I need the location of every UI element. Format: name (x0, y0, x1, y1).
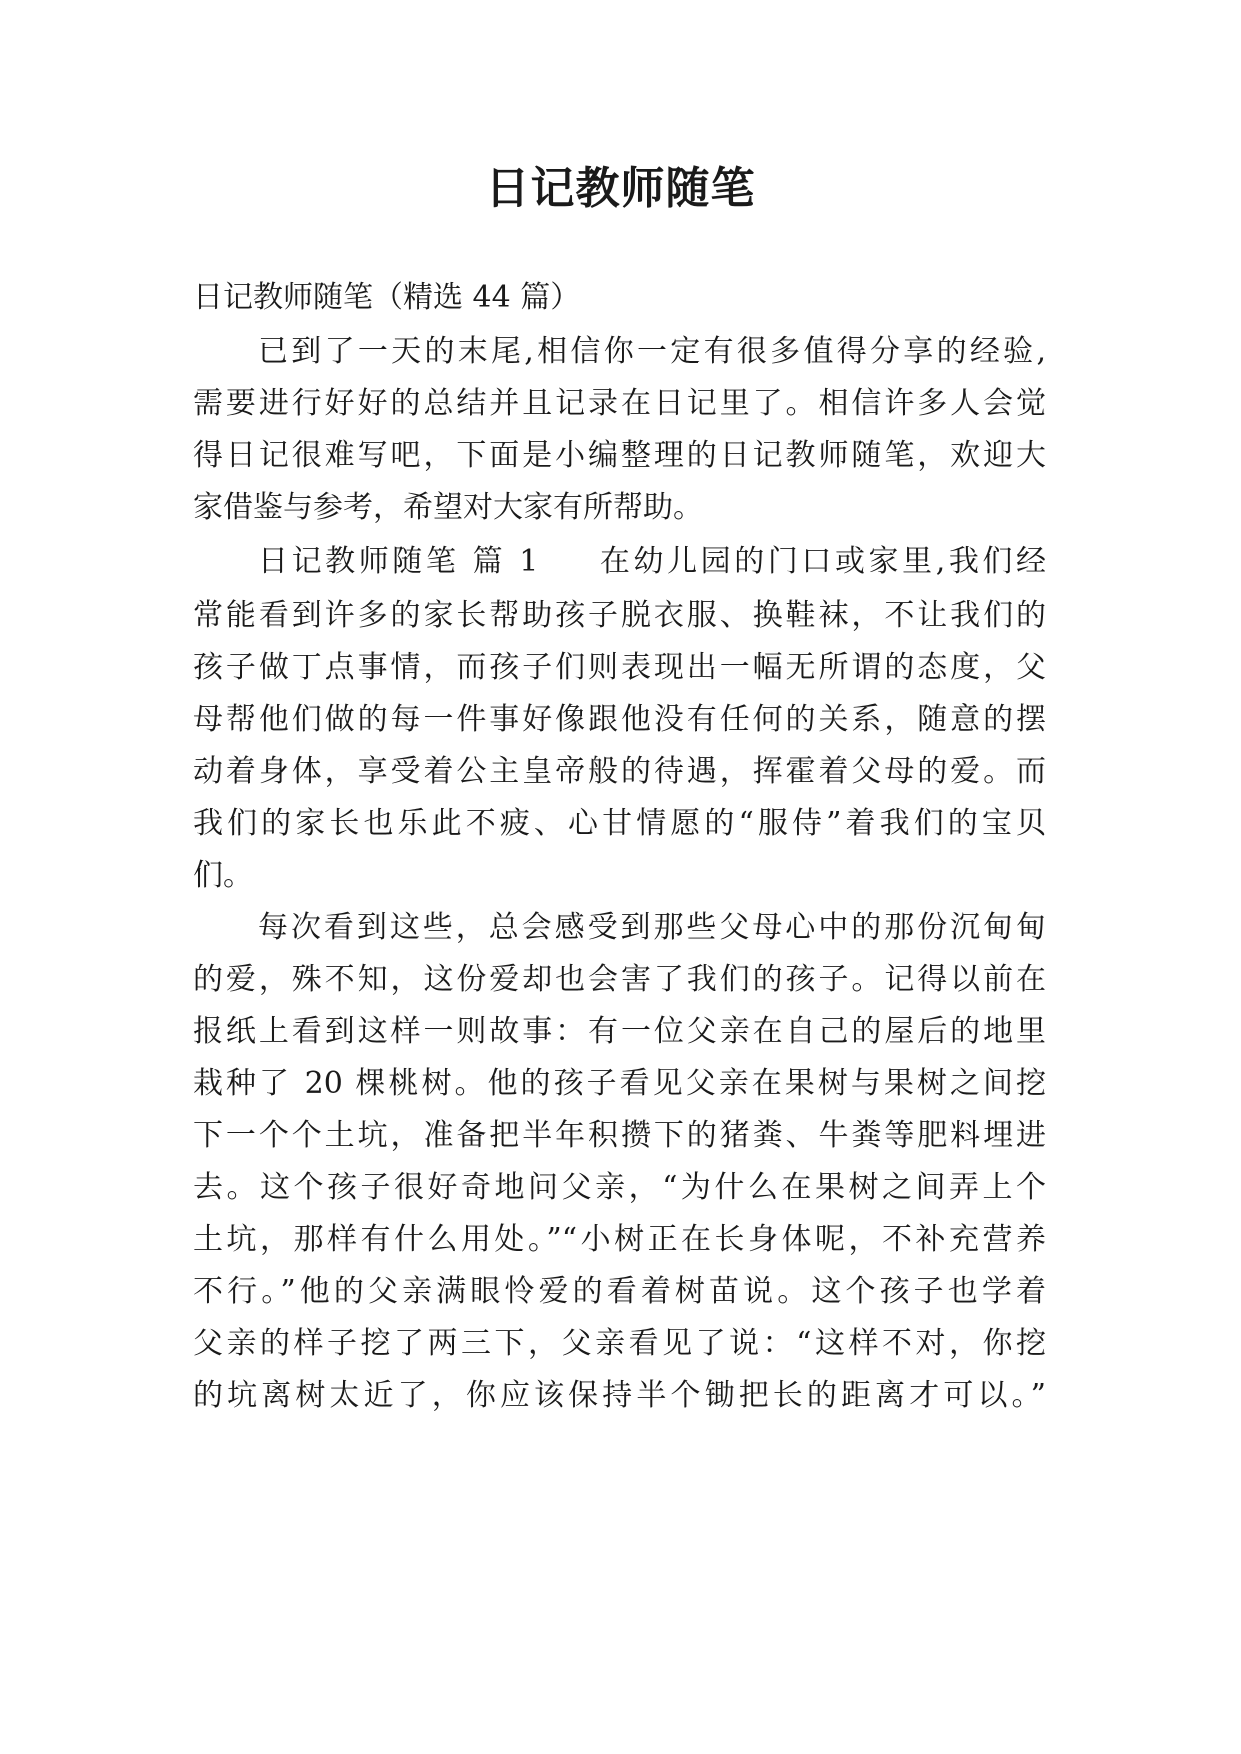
paragraph-line: 每次看到这些，总会感受到那些父母心中的那份沉甸甸 (258, 910, 1046, 945)
section-heading-line (258, 542, 1046, 582)
paragraph-line: 动着身体，享受着公主皇帝般的待遇，挥霍着父母的爱。而 (193, 754, 1046, 789)
paragraph-line: 下一个个土坑，准备把半年积攒下的猪粪、牛粪等肥料埋进 (193, 1118, 1046, 1153)
section-heading: 日记教师随笔 篇 1 (258, 544, 539, 579)
paragraph-line: 常能看到许多的家长帮助孩子脱衣服、换鞋袜，不让我们的 (193, 598, 1046, 633)
intro-line: 得日记很难写吧，下面是小编整理的日记教师随笔，欢迎大 (193, 438, 1046, 473)
section-first-text: 在幼儿园的门口或家里,我们经 (596, 544, 1046, 579)
document-subtitle: 日记教师随笔（精选 44 篇） (193, 280, 581, 315)
paragraph-line: 报纸上看到这样一则故事：有一位父亲在自己的屋后的地里 (193, 1014, 1046, 1049)
document-title: 日记教师随笔 (485, 163, 756, 214)
intro-line: 已到了一天的末尾,相信你一定有很多值得分享的经验, (258, 334, 1046, 369)
paragraph-line: 父亲的样子挖了两三下，父亲看见了说：“这样不对，你挖 (193, 1326, 1046, 1361)
paragraph-line: 们。 (193, 858, 253, 893)
paragraph-line: 我们的家长也乐此不疲、心甘情愿的“服侍”着我们的宝贝 (193, 806, 1046, 841)
paragraph-line: 去。这个孩子很好奇地问父亲，“为什么在果树之间弄上个 (193, 1170, 1046, 1205)
intro-line: 家借鉴与参考，希望对大家有所帮助。 (193, 490, 703, 525)
paragraph-line: 母帮他们做的每一件事好像跟他没有任何的关系，随意的摆 (193, 702, 1046, 737)
paragraph-line: 的爱，殊不知，这份爱却也会害了我们的孩子。记得以前在 (193, 962, 1046, 997)
paragraph-line: 不行。”他的父亲满眼怜爱的看着树苗说。这个孩子也学着 (193, 1274, 1046, 1309)
paragraph-line: 土坑，那样有什么用处。”“小树正在长身体呢，不补充营养 (193, 1222, 1046, 1257)
paragraph-line: 孩子做丁点事情，而孩子们则表现出一幅无所谓的态度，父 (193, 650, 1046, 685)
intro-line: 需要进行好好的总结并且记录在日记里了。相信许多人会觉 (193, 386, 1046, 421)
paragraph-line: 栽种了 20 棵桃树。他的孩子看见父亲在果树与果树之间挖 (193, 1066, 1046, 1101)
paragraph-line: 的坑离树太近了，你应该保持半个锄把长的距离才可以。” (193, 1378, 1046, 1413)
